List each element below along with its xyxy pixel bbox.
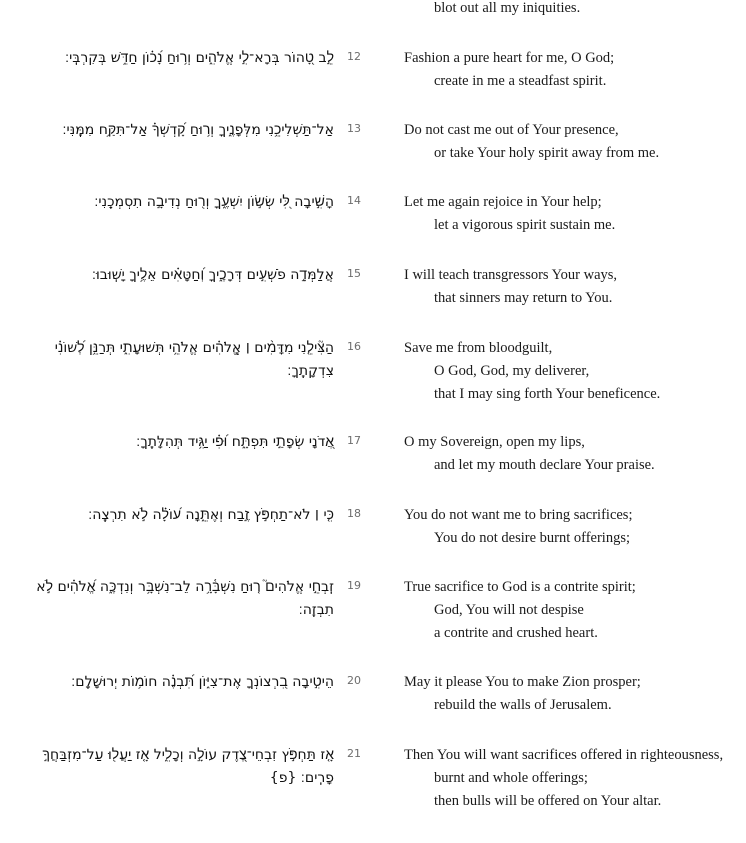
english-translation <box>404 264 739 310</box>
translation-line: that sinners may return to You. <box>434 290 613 306</box>
hebrew-text: אֲ֭דֹנָי שְׂפָתַ֣י תִּפְתָּ֑ח וּ֝פִ֗י יַגִּ֥יד תְּהִלָּתֶֽךָ׃ <box>136 434 334 450</box>
translation-line: a contrite and crushed heart. <box>434 625 598 641</box>
hebrew-text: אֲלַמְּדָ֣ה פֹשְׁעִ֣ים דְּרָכֶ֑יךָ וְ֝חַטָּאִ֗ים אֵלֶ֥יךָ יָשֽׁוּבוּ׃ <box>91 267 334 283</box>
english-translation <box>404 47 739 93</box>
translation-line: Fashion a pure heart for me, O God; <box>404 50 615 66</box>
english-translation <box>404 119 739 165</box>
hebrew-text: לֵ֣ב טָ֭הוֹר בְּרָא־לִ֣י אֱלֹהִ֑ים וְר֥וּחַ נָ֝כ֗וֹן חַדֵּ֥שׁ בְּקִרְבִּֽי׃ <box>64 50 334 66</box>
translation-line: let a vigorous spirit sustain me. <box>434 217 616 233</box>
english-translation <box>404 671 739 717</box>
translation-line: You do not want me to bring sacrifices; <box>404 507 633 523</box>
hebrew-text: הַצִּ֘ילֵ֤נִי מִדָּמִ֨ים ׀ אֱֽלֹהִ֗ים אֱלֹהֵ֥י תְּשׁוּעָתִ֑י תְּרַנֵּ֥ן לְ֝שׁוֹנִ֗י צִדְקָתֶֽךָ׃ <box>54 340 334 379</box>
translation-line: May it please You to make Zion prosper; <box>404 674 641 690</box>
verse-number: 21 <box>347 747 361 760</box>
translation-line: or take Your holy spirit away from me. <box>434 145 660 161</box>
english-translation <box>404 504 739 550</box>
translation-line: Then You will want sacrifices offered in righteousness, <box>404 747 724 763</box>
hebrew-text: הָשִׁ֣יבָה לִּ֭י שְׂשׂ֣וֹן יִשְׁעֶ֑ךָ וְר֖וּחַ נְדִיבָ֣ה תִסְמְכֵֽנִי׃ <box>94 194 334 210</box>
verse-number: 16 <box>347 340 361 353</box>
translation-line: O my Sovereign, open my lips, <box>404 434 585 450</box>
translation-line: burnt and whole offerings; <box>434 770 588 786</box>
translation-line: Let me again rejoice in Your help; <box>404 194 602 210</box>
hebrew-text: כִּ֤י ׀ לֹא־תַחְפֹּ֣ץ זֶ֣בַח וְאֶתֵּ֑נָה ע֝וֹלָ֗ה לֹ֣א תִרְצֶֽה׃ <box>88 507 334 523</box>
translation-line: then bulls will be offered on Your altar. <box>434 793 662 809</box>
hebrew-text: הֵיטִ֣יבָה בִ֭רְצוֹנְךָ אֶת־צִיּ֑וֹן תִּ֝בְנֶ֗ה חוֹמ֥וֹת יְרוּשָׁלָֽ͏ִם׃ <box>71 674 334 690</box>
translation-line: that I may sing forth Your beneficence. <box>434 386 661 402</box>
english-translation <box>404 576 739 645</box>
verse-number: 14 <box>347 194 361 207</box>
hebrew-text: אַל־תַּשְׁלִיכֵ֥נִי מִלְּפָנֶ֑יךָ וְר֥וּחַ קָ֝דְשְׁךָ֗ אַל־תִּקַּ֥ח מִמֶּֽנִּי׃ <box>62 122 334 138</box>
english-translation <box>404 431 739 477</box>
translation-line: rebuild the walls of Jerusalem. <box>434 697 612 713</box>
english-translation <box>404 744 739 813</box>
translation-line: and let my mouth declare Your praise. <box>434 457 655 473</box>
verse-number: 15 <box>347 267 361 280</box>
hebrew-text: זִֽבְחֵ֣י אֱלֹהִים֮ ר֤וּחַ נִשְׁבָּ֫רָ֥ה לֵב־נִשְׁבָּ֥ר וְנִדְכֶּ֑ה אֱ֝לֹהִ֗ים לֹ֣א תִבְזֶֽה׃ <box>36 579 334 618</box>
verse-number: 19 <box>347 579 361 592</box>
hebrew-text: אָ֤ז תַּחְפֹּ֣ץ זִבְחֵי־צֶ֭דֶק עוֹלָ֣ה וְכָלִ֑יל אָ֤ז יַעֲל֖וּ עַל־מִזְבַּחֲךָ֣ פָרִֽים׃ {פ} <box>42 747 334 786</box>
verse-number: 18 <box>347 507 361 520</box>
translation-line: Do not cast me out of Your presence, <box>404 122 619 138</box>
translation-line: True sacrifice to God is a contrite spirit; <box>404 579 636 595</box>
translation-line: God, You will not despise <box>434 602 584 618</box>
translation-line: Save me from bloodguilt, <box>404 340 553 356</box>
translation-line: O God, God, my deliverer, <box>434 363 590 379</box>
verse-number: 17 <box>347 434 361 447</box>
english-translation <box>404 337 739 406</box>
verse-number: 13 <box>347 122 361 135</box>
verse-11-continuation: blot out all my iniquities. <box>434 0 581 16</box>
verse-number: 12 <box>347 50 361 63</box>
english-translation <box>404 191 739 237</box>
translation-line: create in me a steadfast spirit. <box>434 73 607 89</box>
translation-line: You do not desire burnt offerings; <box>434 530 631 546</box>
translation-line: I will teach transgressors Your ways, <box>404 267 618 283</box>
verse-number: 20 <box>347 674 361 687</box>
